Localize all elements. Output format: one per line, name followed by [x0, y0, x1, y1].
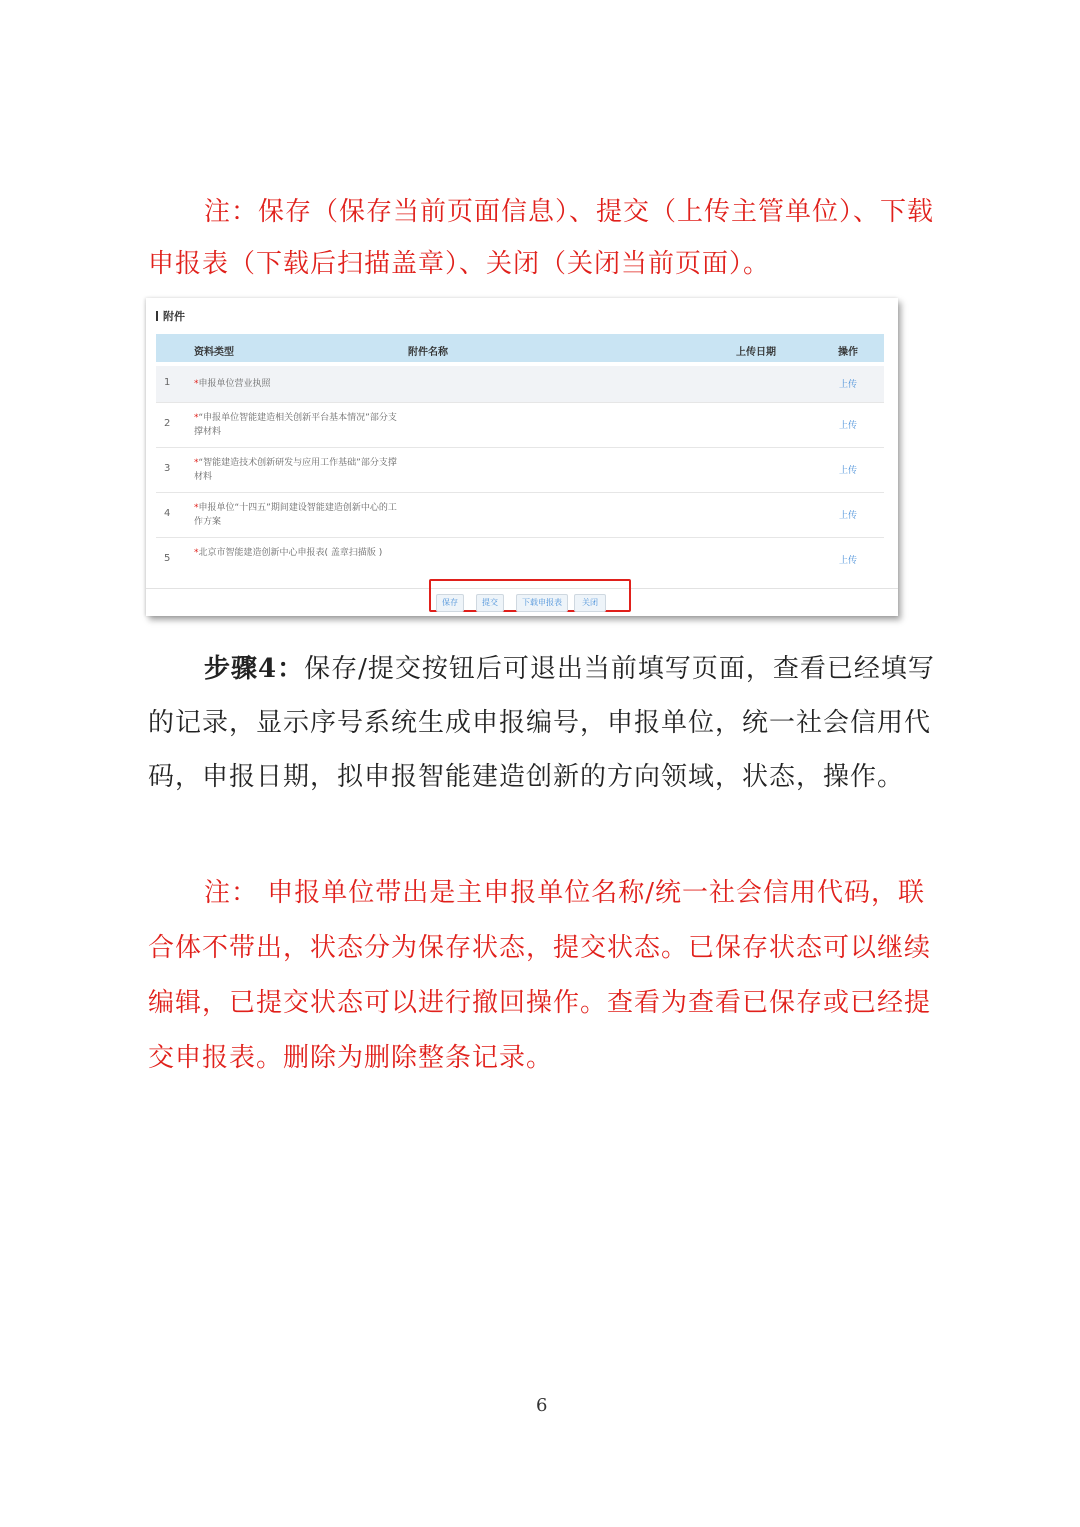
upload-link[interactable]: 上传	[839, 421, 858, 431]
row-label: *申报单位“十四五”期间建设智能建造创新中心的工作方案	[194, 503, 397, 527]
row-label: *“智能建造技术创新研发与应用工作基础”部分支撑材料	[194, 458, 397, 482]
col-date: 上传日期	[736, 347, 776, 358]
upload-link[interactable]: 上传	[839, 380, 858, 390]
note-buttons: 注：保存（保存当前页面信息）、提交（上传主管单位）、下载申报表（下载后扫描盖章）、关闭（关闭当前页面）。	[148, 197, 935, 279]
table-header	[156, 334, 884, 362]
submit-button[interactable]: 提交	[476, 594, 504, 612]
table-row	[156, 538, 884, 582]
table-row	[156, 493, 884, 538]
upload-link[interactable]: 上传	[839, 511, 858, 521]
download-button[interactable]: 下载申报表	[516, 594, 568, 612]
row-index: 1	[164, 377, 171, 388]
row-index: 4	[164, 508, 171, 519]
step4-label: 步骤4：	[204, 654, 305, 684]
col-type: 资料类型	[194, 347, 234, 358]
row-label: *北京市智能建造创新中心申报表( 盖章扫描版 )	[194, 548, 383, 558]
col-op: 操作	[838, 347, 858, 358]
row-index: 3	[164, 463, 171, 474]
row-label: *“申报单位智能建造相关创新平台基本情况”部分支撑材料	[194, 413, 397, 437]
save-button[interactable]: 保存	[436, 594, 464, 612]
section-title: 附件	[156, 308, 185, 324]
note-status: 注： 申报单位带出是主申报单位名称/统一社会信用代码，联合体不带出，状态分为保存状态，提交状态。已保存状态可以继续编辑，已提交状态可以进行撤回操作。查看为查看已保存或已经提交申报表。删除为删除整条记录。	[148, 878, 932, 1073]
attachment-screenshot	[146, 298, 898, 616]
table-row	[156, 366, 884, 403]
upload-link[interactable]: 上传	[839, 466, 858, 476]
table-row	[156, 448, 884, 493]
close-button[interactable]: 关闭	[574, 594, 606, 612]
step4-paragraph	[148, 642, 948, 804]
table-row	[156, 403, 884, 448]
upload-link[interactable]: 上传	[839, 556, 858, 566]
page-number: 6	[536, 1395, 548, 1416]
row-index: 5	[164, 553, 171, 564]
col-name: 附件名称	[408, 347, 448, 358]
row-label: *申报单位营业执照	[194, 379, 271, 389]
step4-text: 保存/提交按钮后可退出当前填写页面，查看已经填写的记录，显示序号系统生成申报编号，申报单位，统一社会信用代码，申报日期，拟申报智能建造创新的方向领域，状态，操作。	[148, 654, 935, 792]
row-index: 2	[164, 418, 171, 429]
